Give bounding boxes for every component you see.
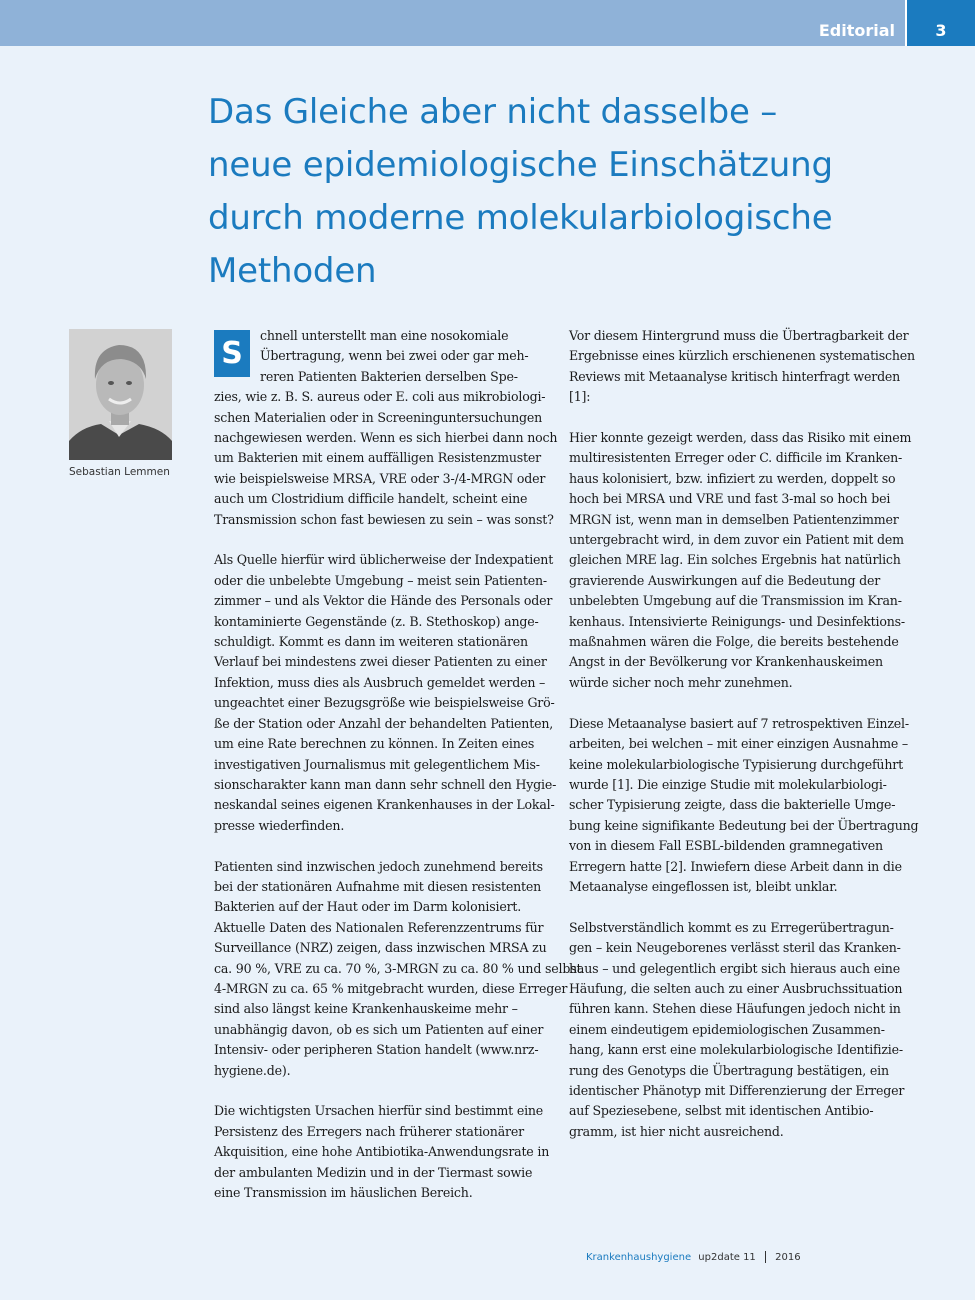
text-line: auf Speziesebene, selbst mit identischen Antibio- — [569, 1103, 874, 1119]
text-line: arbeiten, bei welchen – mit einer einzigen Ausnahme – — [569, 736, 909, 752]
footer-issue: up2date 11 — [698, 1252, 756, 1263]
text-line: unbelebten Umgebung auf die Transmission im Kran- — [569, 593, 902, 609]
text-line: wie beispielsweise MRSA, VRE oder 3-/4-MRGN oder — [214, 470, 546, 486]
title-line: durch moderne molekularbiologische — [208, 198, 833, 238]
text-line: hang, kann erst eine molekularbiologische Identifizie- — [569, 1042, 903, 1058]
text-line: oder die unbelebte Umgebung – meist sein Patienten- — [214, 572, 547, 588]
text-line: um eine Rate berechnen zu können. In Zeiten eines — [214, 736, 535, 752]
text-line: Übertragung, wenn bei zwei oder gar meh- — [260, 348, 529, 364]
text-line: hoch bei MRSA und VRE und fast 3-mal so hoch bei — [569, 491, 891, 507]
footer-divider — [765, 1251, 766, 1263]
text-line: hygiene.de). — [214, 1062, 291, 1078]
text-line: schen Materialien oder in Screeninguntersuchungen — [214, 409, 543, 425]
text-column-left — [214, 326, 582, 1224]
text-line: Hier konnte gezeigt werden, dass das Risiko mit einem — [569, 430, 912, 446]
paragraph — [569, 326, 915, 408]
text-line: chnell unterstellt man eine nosokomiale — [260, 328, 509, 343]
text-line: [1]: — [569, 389, 591, 405]
page-number: 3 — [935, 21, 947, 40]
text-column-right — [569, 326, 919, 1163]
text-line: nachgewiesen werden. Wenn es sich hierbei dann noch — [214, 430, 558, 446]
text-line: ungeachtet einer Bezugsgröße wie beispielsweise Grö- — [214, 695, 555, 711]
text-line: identischer Phänotyp mit Differenzierung der Erreger — [569, 1082, 905, 1098]
text-line: haus kolonisiert, bzw. infiziert zu werden, doppelt so — [569, 470, 896, 486]
text-line: Selbstverständlich kommt es zu Erregerübertragun- — [569, 919, 894, 935]
text-line: investigativen Journalismus mit gelegentlichem Mis- — [214, 756, 540, 772]
text-line: Reviews mit Metaanalyse kritisch hinterfragt werden — [569, 368, 901, 384]
text-line: rung des Genotyps die Übertragung bestätigen, ein — [569, 1062, 889, 1078]
text-line: führen kann. Stehen diese Häufungen jedoch nicht in — [569, 1001, 901, 1017]
footer-year: 2016 — [775, 1252, 801, 1263]
text-line: kenhaus. Intensivierte Reinigungs- und Desinfektions- — [569, 613, 905, 629]
text-line: kontaminierte Gegenstände (z. B. Stethoskop) ange- — [214, 613, 539, 629]
paragraph — [214, 857, 582, 1081]
text-line: einem eindeutigem epidemiologischen Zusammen- — [569, 1021, 885, 1037]
text-line: Häufung, die selten auch zu einer Ausbruchssituation — [569, 980, 903, 996]
paragraph — [214, 326, 558, 530]
text-line: haus – und gelegentlich ergibt sich hieraus auch eine — [569, 960, 900, 976]
text-line: Vor diesem Hintergrund muss die Übertragbarkeit der — [569, 328, 909, 343]
text-line: ße der Station oder Anzahl der behandelten Patienten, — [214, 715, 554, 731]
text-line: Persistenz des Erregers nach früherer stationärer — [214, 1123, 524, 1139]
text-line: neskandal seines eigenen Krankenhauses in der Lokal- — [214, 797, 555, 813]
paragraph — [569, 714, 919, 898]
text-line: Metaanalyse eingeflossen ist, bleibt unklar. — [569, 878, 838, 894]
text-line: Transmission schon fast bewiesen zu sein – was sonst? — [214, 511, 554, 527]
paragraph — [214, 1101, 554, 1203]
text-line: maßnahmen wären die Folge, die bereits bestehende — [569, 634, 899, 650]
text-line: Diese Metaanalyse basiert auf 7 retrospektiven Einzel- — [569, 715, 909, 731]
text-line: gen – kein Neugeborenes verlässt steril das Kranken- — [569, 940, 901, 956]
text-line: eine Transmission im häuslichen Bereich. — [214, 1185, 473, 1201]
text-line: sind also längst keine Krankenhauskeime mehr – — [214, 1001, 518, 1017]
section-label: Editorial — [818, 21, 895, 40]
text-line: Bakterien auf der Haut oder im Darm kolonisiert. — [214, 899, 522, 915]
text-line: ca. 90 %, VRE zu ca. 70 %, 3-MRGN zu ca. 80 % und selbst — [214, 960, 582, 976]
text-line: multiresistenten Erreger oder C. difficile im Kranken- — [569, 450, 903, 466]
title-line: Methoden — [208, 251, 377, 291]
text-line: Ergebnisse eines kürzlich erschienenen systematischen — [569, 348, 915, 364]
text-line: würde sicher noch mehr zunehmen. — [569, 674, 793, 690]
text-line: gramm, ist hier nicht ausreichend. — [569, 1123, 784, 1139]
text-line: reren Patienten Bakterien derselben Spe- — [260, 368, 518, 384]
text-line: sionscharakter kann man dann sehr schnell den Hygie- — [214, 776, 557, 792]
text-line: presse wiederfinden. — [214, 817, 345, 833]
paragraph — [214, 550, 557, 836]
author-caption: Sebastian Lemmen — [69, 466, 170, 478]
title-line: neue epidemiologische Einschätzung — [208, 145, 833, 185]
text-line: Surveillance (NRZ) zeigen, dass inzwischen MRSA zu — [214, 940, 547, 956]
text-line: Intensiv- oder peripheren Station handelt (www.nrz- — [214, 1042, 539, 1058]
text-line: Patienten sind inzwischen jedoch zunehmend bereits — [214, 858, 543, 874]
page-footer — [586, 1251, 801, 1263]
title-line: Das Gleiche aber nicht dasselbe – — [208, 92, 778, 132]
article-title — [208, 86, 928, 298]
text-line: MRGN ist, wenn man in demselben Patientenzimmer — [569, 511, 899, 527]
header-bar — [0, 0, 975, 46]
text-line: zimmer – und als Vektor die Hände des Personals oder — [214, 593, 553, 609]
text-line: Verlauf bei mindestens zwei dieser Patienten zu einer — [214, 654, 547, 670]
author-portrait-image — [69, 329, 172, 460]
text-line: bei der stationären Aufnahme mit diesen resistenten — [214, 878, 542, 894]
paragraph — [569, 428, 912, 693]
text-line: unabhängig davon, ob es sich um Patienten auf einer — [214, 1021, 544, 1037]
text-line: gleichen MRE lag. Ein solches Ergebnis hat natürlich — [569, 552, 901, 568]
text-line: bung keine signifikante Bedeutung bei der Übertragung — [569, 817, 919, 833]
text-line: Erregern hatte [2]. Inwiefern diese Arbeit dann in die — [569, 858, 902, 874]
footer-journal: Krankenhaushygiene — [586, 1252, 692, 1263]
author-photo — [69, 329, 172, 460]
text-line: Aktuelle Daten des Nationalen Referenzzentrums für — [214, 919, 544, 935]
text-line: gravierende Auswirkungen auf die Bedeutung der — [569, 572, 881, 588]
paragraph — [569, 918, 909, 1142]
text-line: Als Quelle hierfür wird üblicherweise der Indexpatient — [214, 552, 554, 568]
text-line: Angst in der Bevölkerung vor Krankenhauskeimen — [569, 654, 883, 670]
text-line: Die wichtigsten Ursachen hierfür sind bestimmt eine — [214, 1103, 544, 1119]
text-line: untergebracht wird, in dem zuvor ein Patient mit dem — [569, 532, 904, 548]
text-line: wurde [1]. Die einzige Studie mit molekularbiologi- — [569, 776, 887, 792]
text-line: 4-MRGN zu ca. 65 % mitgebracht wurden, diese Erreger — [214, 980, 568, 996]
text-line: Akquisition, eine hohe Antibiotika-Anwendungsrate in — [214, 1144, 550, 1160]
text-line: Infektion, muss dies als Ausbruch gemeldet werden – — [214, 674, 546, 690]
text-line: schuldigt. Kommt es dann im weiteren stationären — [214, 634, 528, 650]
text-line: um Bakterien mit einem auffälligen Resistenzmuster — [214, 450, 541, 466]
text-line: keine molekularbiologische Typisierung durchgeführt — [569, 756, 903, 772]
text-line: scher Typisierung zeigte, dass die bakterielle Umge- — [569, 797, 896, 813]
text-line: der ambulanten Medizin und in der Tiermast sowie — [214, 1164, 533, 1180]
drop-cap: S — [214, 330, 250, 377]
text-line: von in diesem Fall ESBL-bildenden gramnegativen — [569, 838, 883, 854]
page-number-box — [905, 0, 975, 46]
text-line: zies, wie z. B. S. aureus oder E. coli aus mikrobiologi- — [214, 389, 546, 405]
text-line: auch um Clostridium difficile handelt, scheint eine — [214, 491, 528, 507]
